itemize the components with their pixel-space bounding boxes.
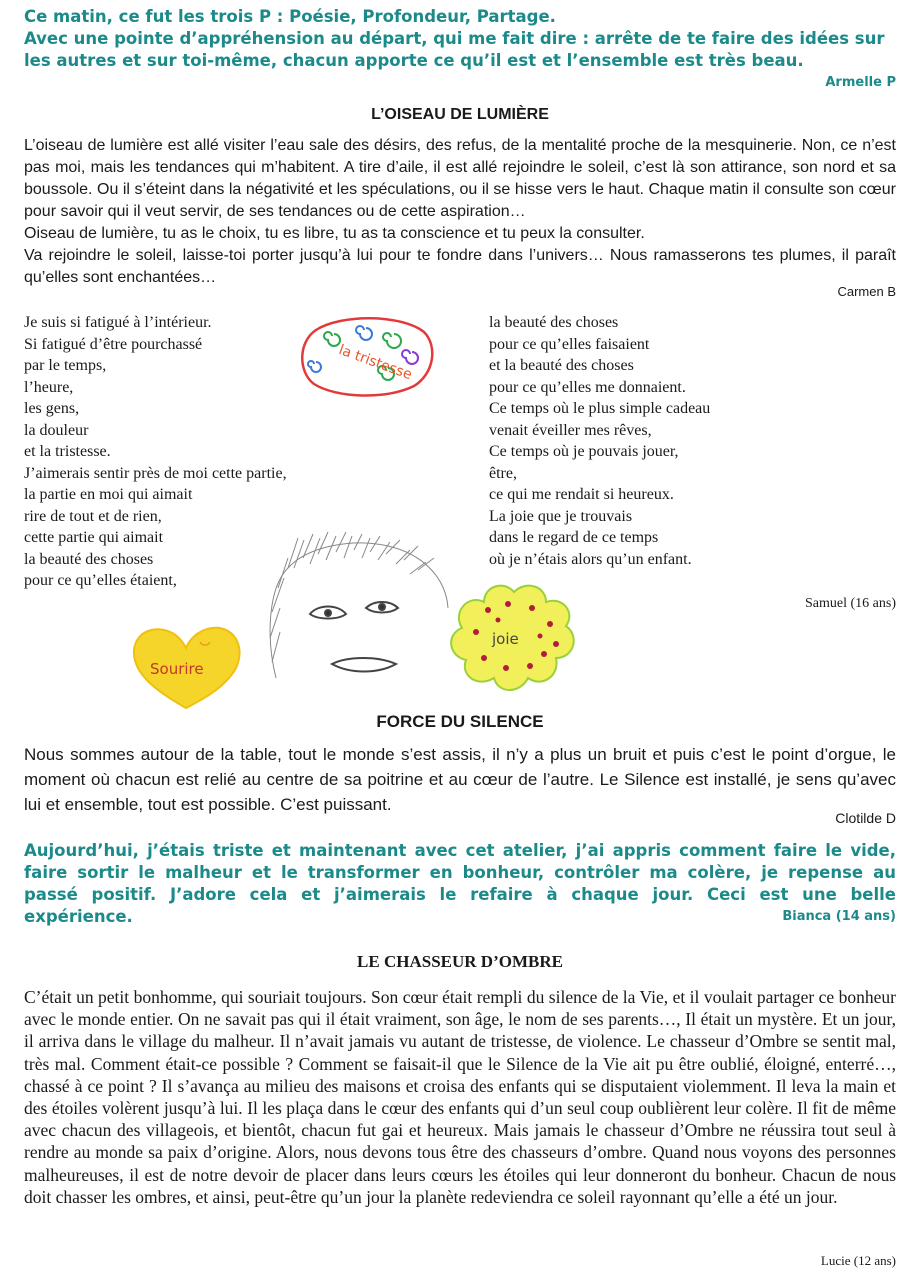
poem-line: être,: [489, 464, 517, 482]
poem-line: par le temps,: [24, 357, 107, 374]
poem-line: Ce temps où je pouvais jouer,: [489, 443, 679, 460]
poem-line: l’heure,: [24, 378, 74, 396]
oiseau-text: [24, 135, 896, 289]
poem-line: J’aimerais sentir près de moi cette partie,: [24, 464, 287, 482]
author-clotilde: Clotilde D: [835, 810, 896, 826]
title-silence: FORCE DU SILENCE: [376, 712, 544, 731]
poem-line: rire de tout et de rien,: [24, 507, 162, 525]
intro-line-1: Ce matin, ce fut les trois P : Poésie, Profondeur, Partage.: [24, 7, 556, 26]
poem-line: cette partie qui aimait: [24, 529, 164, 546]
poem-line: la douleur: [24, 421, 89, 439]
poem-line: la beauté des choses: [24, 550, 154, 568]
intro-text: [24, 6, 896, 72]
poem-line: pour ce qu’elles me donnaient.: [489, 378, 686, 396]
chasseur-text: C’était un petit bonhomme, qui souriait toujours. Son cœur était rempli du silence de la Vie, et il voulait partager ce bonheur avec le monde entier. On ne savait pas qui il était vraiment, son âge, le nom de ses parents…, Il était un mystère. Et un jour, il arriva dans le village du malheur. Il n’avait jamais vu autant de tristesse, de violence. Le chasseur d’Ombre se sentit mal, très mal. Comment était-ce possible ? Comment se faisait-il que le Silence de la Vie ait pu être oublié, éloigné, enterré…, chassé à ce point ? Il s’avança au milieu des maisons et croisa des enfants qui se disputaient violemment. Il leva la main et des étoiles volèrent jusqu’à lui. Il les plaça dans le cœur des enfants qui d’un seul coup oublièrent leur colère. Il fit de même avec chacun des villageois, et bientôt, chacun fut gai et heureux. Mais jamais le chasseur d’Ombre ne réussira tout seul à rendre au monde sa paix d’origine. Alors, nous devons tous être des chasseurs d’ombre. Quand nous voyons des personnes malheureuses, il est de notre devoir de placer dans leurs cœurs les étoiles qui leur donneront du bonheur. Chacun de nous doit chasser les ombres, et ainsi, peut-être qu’un jour la planète redeviendra ce soleil rayonnant qu’elle a été un jour.: [24, 987, 896, 1207]
author-carmen: Carmen B: [837, 284, 896, 299]
tristesse-label: la tristesse: [336, 342, 415, 384]
silence-text: Nous sommes autour de la table, tout le monde s’est assis, il n’y a plus un bruit et puis c’est le point d’orgue, le moment où chacun est relié au centre de sa poitrine et au cœur de l’autre. Le Silence est installé, je sens qu’avec lui et ensemble, tout est possible. C’est puissant.: [24, 745, 896, 814]
sourire-heart-drawing: [128, 620, 244, 712]
poem-line: La joie que je trouvais: [489, 507, 633, 525]
poem-line: Je suis si fatigué à l’intérieur.: [24, 314, 212, 331]
poem-line: pour ce qu’elles étaient,: [24, 572, 177, 589]
oiseau-paragraph: Oiseau de lumière, tu as le choix, tu es libre, tu as ta conscience et tu peux la consulter.: [24, 225, 645, 242]
oiseau-paragraph: L’oiseau de lumière est allé visiter l’eau sale des désirs, des refus, de la mentalité proche de la mesquinerie. Non, ce n’est pas moi, mais les tendances qui m’habitent. A tire d’aile, il est allé rejoindre le soleil, c’est là son attirance, son nord et sa boussole. Ou il s’éteint dans la négativité et les spéculations, ou il se hisse vers le haut. Chaque matin il consulte son cœur pour savoir qui il veut servir, de ses tendances ou de cette aspiration…: [24, 137, 896, 220]
title-oiseau: L’OISEAU DE LUMIÈRE: [371, 106, 549, 123]
poem-line: venait éveiller mes rêves,: [489, 421, 652, 439]
poem-line: Ce temps où le plus simple cadeau: [489, 400, 711, 417]
author-lucie: Lucie (12 ans): [820, 1253, 896, 1268]
poem-line: et la beauté des choses: [489, 357, 634, 374]
bianca-text: Aujourd’hui, j’étais triste et maintenant avec cet atelier, j’ai appris comment faire le vide, faire sortir le malheur et le transformer en bonheur, contrôler ma colère, je repense au passé positif. J’adore cela et j’aimerais le refaire à chaque jour. Ceci est une belle expérience.: [24, 841, 896, 926]
poem-line: la partie en moi qui aimait: [24, 486, 193, 503]
intro-line-2: Avec une pointe d’appréhension au départ, qui me fait dire : arrête de te faire des idées sur les autres et sur toi-même, chacun apporte ce qu’il est et l’ensemble est très beau.: [24, 29, 885, 70]
poem-line: et la tristesse.: [24, 443, 111, 460]
author-armelle: Armelle P: [825, 75, 896, 90]
poem-line: la beauté des choses: [489, 314, 619, 331]
poem-line: Si fatigué d’être pourchassé: [24, 335, 203, 353]
joie-label: joie: [492, 630, 519, 648]
sourire-label: Sourire: [150, 660, 204, 678]
author-bianca: Bianca (14 ans): [782, 909, 896, 924]
poem-left-column: [24, 312, 344, 592]
title-chasseur: LE CHASSEUR D’OMBRE: [357, 952, 563, 971]
poem-line: les gens,: [24, 400, 80, 417]
author-samuel: Samuel (16 ans): [805, 596, 896, 611]
poem-right-column: [489, 312, 819, 570]
oiseau-paragraph: Va rejoindre le soleil, laisse-toi porter jusqu’à lui pour te fondre dans l’univers… Nous ramasserons tes plumes, il paraît qu’elles sont enchantées…: [24, 247, 896, 286]
poem-line: dans le regard de ce temps: [489, 529, 659, 546]
poem-line: où je n’étais alors qu’un enfant.: [489, 550, 692, 568]
poem-line: pour ce qu’elles faisaient: [489, 335, 650, 353]
poem-line: ce qui me rendait si heureux.: [489, 486, 674, 503]
